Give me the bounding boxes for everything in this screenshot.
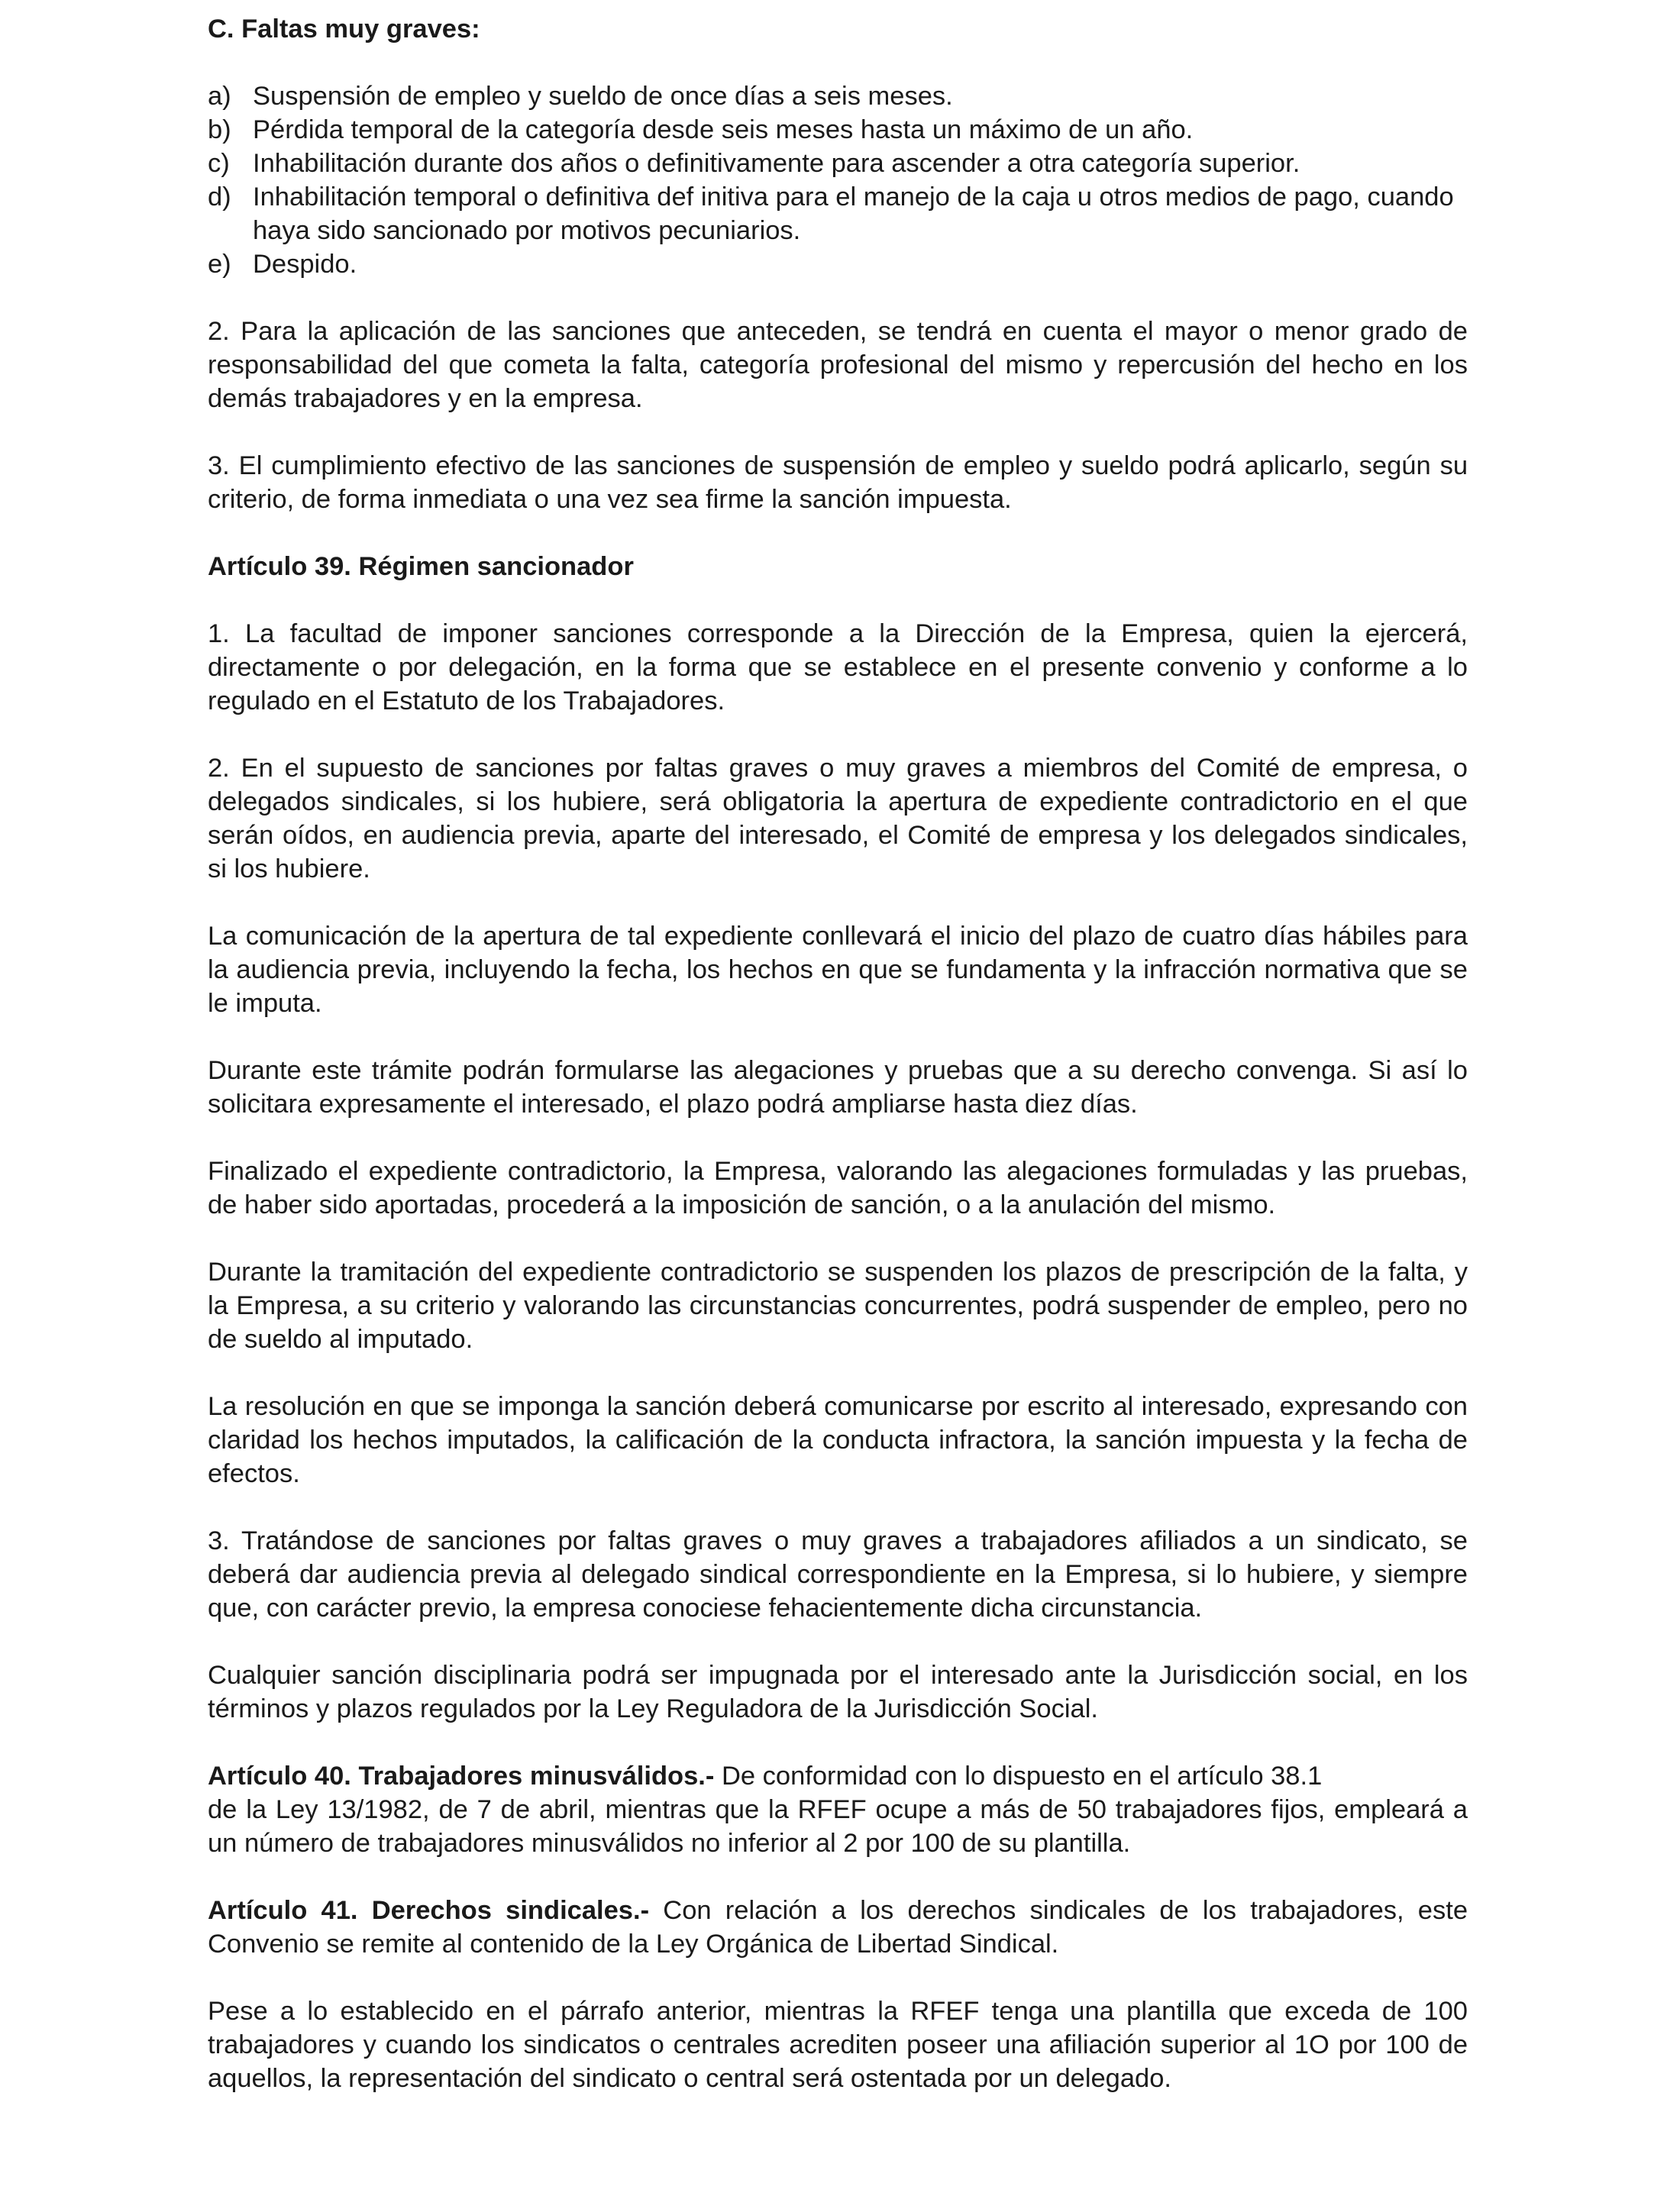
article-40-line1: De conformidad con lo dispuesto en el artículo 38.1 <box>714 1762 1323 1791</box>
section-c-heading: C. Faltas muy graves: <box>208 15 480 44</box>
list-marker: a) <box>208 82 231 111</box>
paragraph: La comunicación de la apertura de tal expediente conllevará el inicio del plazo de cuatro días hábiles para la audiencia previa, incluyendo la fecha, los hechos en que se fundamenta y la infracción normativa que se le imputa. <box>208 922 1468 1018</box>
list-marker: b) <box>208 115 231 144</box>
list-item-text: Inhabilitación durante dos años o definitivamente para ascender a otra categoría superior. <box>253 149 1300 178</box>
article-41-heading: Artículo 41. Derechos sindicales.- <box>208 1896 650 1925</box>
list-item <box>208 113 1468 147</box>
list-item-text: Inhabilitación temporal o definitiva def initiva para el manejo de la caja u otros medios de pago, cuando haya sido sancionado por motivos pecuniarios. <box>253 182 1454 245</box>
paragraph: Pese a lo establecido en el párrafo anterior, mientras la RFEF tenga una plantilla que exceda de 100 trabajadores y cuando los sindicatos o centrales acrediten poseer una afiliación superior al 1O por 100 de aquellos, la representación del sindicato o central será ostentada por un delegado. <box>208 1997 1468 2093</box>
list-marker: e) <box>208 250 231 279</box>
list-item-text: Pérdida temporal de la categoría desde seis meses hasta un máximo de un año. <box>253 115 1194 144</box>
list-marker: c) <box>208 149 230 178</box>
paragraph: Durante este trámite podrán formularse las alegaciones y pruebas que a su derecho convenga. Si así lo solicitara expresamente el interesado, el plazo podrá ampliarse hasta diez días. <box>208 1056 1468 1119</box>
list-marker: d) <box>208 182 231 212</box>
paragraph: 1. La facultad de imponer sanciones corresponde a la Dirección de la Empresa, quien la ejercerá, directamente o por delegación, en la forma que se establece en el presente convenio y conforme a lo regulado en el Estatuto de los Trabajadores. <box>208 619 1468 715</box>
list-item <box>208 247 1468 281</box>
paragraph: 3. El cumplimiento efectivo de las sanciones de suspensión de empleo y sueldo podrá aplicarlo, según su criterio, de forma inmediata o una vez sea firme la sanción impuesta. <box>208 451 1468 514</box>
list-item <box>208 79 1468 113</box>
paragraph: 3. Tratándose de sanciones por faltas graves o muy graves a trabajadores afiliados a un sindicato, se deberá dar audiencia previa al delegado sindical correspondiente en la Empresa, si lo hubiere, y siempre que, con carácter previo, la empresa conociese fehacientemente dicha circunstancia. <box>208 1526 1468 1623</box>
article-40-heading: Artículo 40. Trabajadores minusválidos.- <box>208 1762 715 1791</box>
paragraph: Cualquier sanción disciplinaria podrá ser impugnada por el interesado ante la Jurisdicción social, en los términos y plazos regulados por la Ley Reguladora de la Jurisdicción Social. <box>208 1661 1468 1723</box>
paragraph: 2. Para la aplicación de las sanciones que anteceden, se tendrá en cuenta el mayor o menor grado de responsabilidad del que cometa la falta, categoría profesional del mismo y repercusión del hecho en los demás trabajadores y en la empresa. <box>208 317 1468 413</box>
list-item <box>208 180 1468 247</box>
list-item <box>208 147 1468 180</box>
paragraph: Durante la tramitación del expediente contradictorio se suspenden los plazos de prescripción de la falta, y la Empresa, a su criterio y valorando las circunstancias concurrentes, podrá suspender de empleo, pero no de sueldo al imputado. <box>208 1258 1468 1354</box>
article-41-paragraph <box>208 1894 1468 1961</box>
article-40-rest: de la Ley 13/1982, de 7 de abril, mientras que la RFEF ocupe a más de 50 trabajadores fijos, empleará a un número de trabajadores minusválidos no inferior al 2 por 100 de su plantilla. <box>208 1795 1468 1858</box>
article-41-text: Con relación a los derechos sindicales de los trabajadores, este Convenio se remite al contenido de la Ley Orgánica de Libertad Sindical. <box>208 1896 1468 1959</box>
document-page <box>208 12 1468 2095</box>
paragraph: La resolución en que se imponga la sanción deberá comunicarse por escrito al interesado, expresando con claridad los hechos imputados, la calificación de la conducta infractora, la sanción impuesta y la fecha de efectos. <box>208 1392 1468 1488</box>
article-39-heading: Artículo 39. Régimen sancionador <box>208 552 634 581</box>
paragraph: Finalizado el expediente contradictorio, la Empresa, valorando las alegaciones formuladas y las pruebas, de haber sido aportadas, procederá a la imposición de sanción, o a la anulación del mismo. <box>208 1157 1468 1219</box>
article-40-paragraph <box>208 1759 1468 1793</box>
list-item-text: Suspensión de empleo y sueldo de once días a seis meses. <box>253 82 953 111</box>
list-item-text: Despido. <box>253 250 357 279</box>
sanctions-list <box>208 79 1468 281</box>
paragraph: 2. En el supuesto de sanciones por faltas graves o muy graves a miembros del Comité de empresa, o delegados sindicales, si los hubiere, será obligatoria la apertura de expediente contradictorio en el que serán oídos, en audiencia previa, aparte del interesado, el Comité de empresa y los delegados sindicales, si los hubiere. <box>208 754 1468 883</box>
